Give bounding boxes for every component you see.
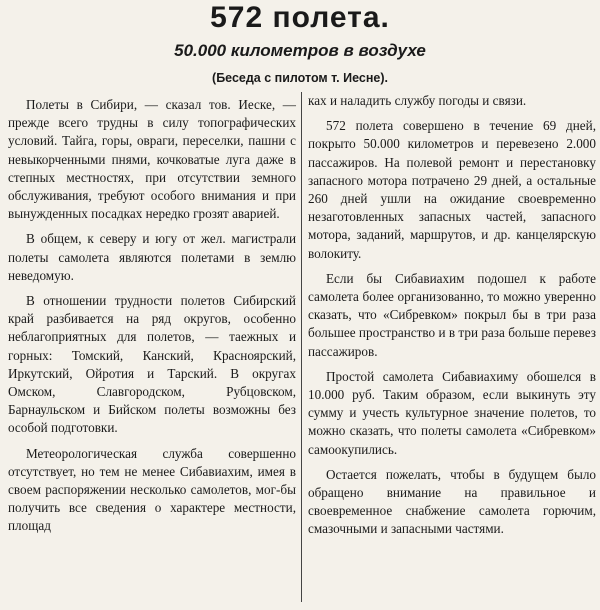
paragraph: Полеты в Сибири, — сказал тов. Иеске, — прежде всего трудны в силу топографических условий. Тайга, горы, овраги, переселки, пашни с невыкорченными пнями, кочковатые луга даже в степных местностях, при отсутствии земного обслуживания, требуют особого внимания и при вынужденных посадках нередко грозят аварией. xyxy=(8,97,296,222)
paragraph: В общем, к северу и югу от жел. магистрали полеты самолета являются полетами в землю неведомую. xyxy=(8,231,296,283)
paragraph: 572 полета совершено в течение 69 дней, покрыто 50.000 километров и перевезено 2.000 пассажиров. На полевой ремонт и перестановку запасного мотора потрачено 29 дней, а остальные 260 дней ушли на ожидание своевременно незаготовленных запасных частей, запасного мотора, заданий, маршрутов, и др. канцелярскую волокиту. xyxy=(308,118,596,261)
column-divider xyxy=(301,92,302,602)
paragraph: Метеорологическая служба совершенно отсутствует, но тем не менее Сибавиахим, имея в своем распоряжении несколько самолетов, мог-бы получить все сведения о характере местности, площад xyxy=(8,445,296,534)
article-subheadline: 50.000 километров в воздухе xyxy=(174,41,426,60)
paragraph: В отношении трудности полетов Сибирский край разбивается на ряд округов, особенно неблагоприятных для полетов, — таежных и горных: Томский, Канский, Красноярский, Иркутский, Ойротия и Тарский. В округах Омском, Славгородском, Рубцовском, Барнаульском и Бийском полеты возможны без особой подготовки. xyxy=(8,293,296,436)
article-byline: (Беседа с пилотом т. Иесне). xyxy=(212,71,388,85)
paragraph: Простой самолета Сибавиахиму обошелся в 10.000 руб. Таким образом, если выкинуть эту сумму и учесть культурное значение полетов, то можно сказать, что полеты самолета «Сибревком» самоокупились. xyxy=(308,368,596,457)
paragraph: Если бы Сибавиахим подошел к работе самолета более организованно, то можно уверенно сказать, что «Сибревком» покрыл бы в три раза большее пространство и в три раза больше перевез пассажиров. xyxy=(308,270,596,359)
left-column xyxy=(8,96,296,543)
paragraph: Остается пожелать, чтобы в будущем было обращено внимание на правильное и своевременное снабжение самолета горючим, смазочными и запасными частями. xyxy=(308,466,596,537)
right-column xyxy=(308,92,596,546)
paragraph-continuation: ках и наладить службу погоды и связи. xyxy=(308,93,527,108)
article-headline: 572 полета. xyxy=(210,1,390,34)
